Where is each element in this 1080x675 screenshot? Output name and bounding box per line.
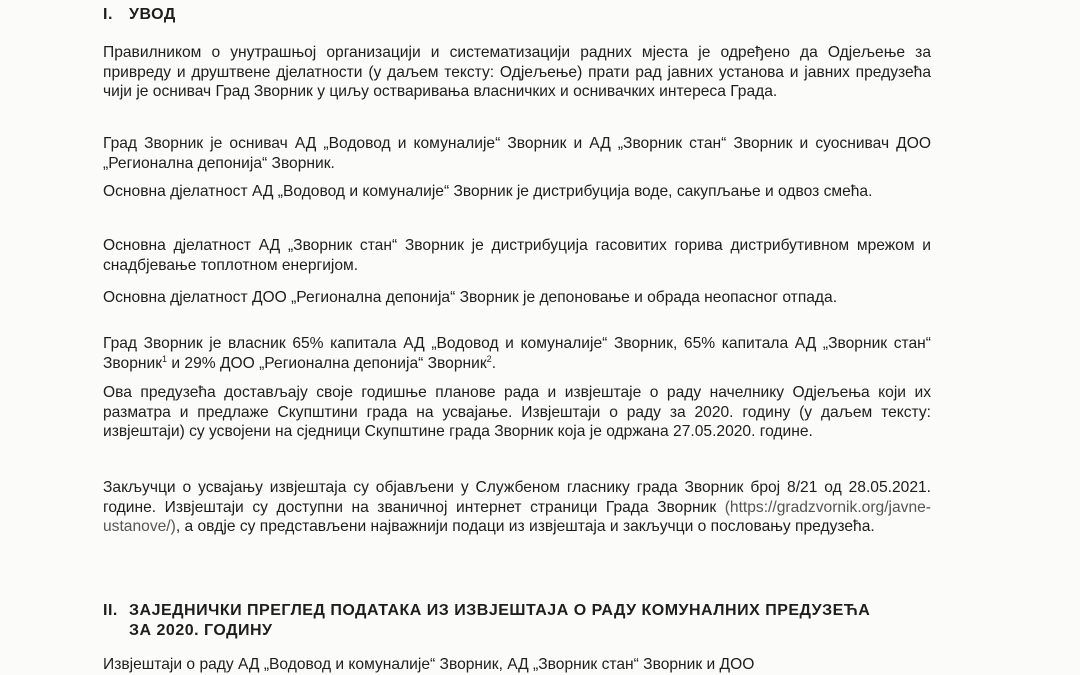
footnote-ref-2: 2 [486, 353, 492, 364]
paragraph-section-2-start: Извјештаји о раду АД „Водовод и комуналије“ Зворник, АД „Зворник стан“ Зворник и ДОО [103, 656, 755, 673]
paragraph-zvornik-stan-activity: Основна дјелатност АД „Зворник стан“ Зворник је дистрибуција гасовитих горива дистрибутивном мрежом и снадбјевање топлотном енергијом. [103, 237, 931, 274]
section-1-title: УВОД [129, 6, 176, 23]
conclusions-text-1: Закључци о усвајању извјештаја су објављени у Службеном гласнику града Зворник број 8/21 од 28.05.2021. године. Извјештаји су доступни на званичној интернет страници Града Зворник [103, 479, 931, 516]
paragraph-ownership [103, 334, 931, 373]
section-1-number: I. [103, 6, 113, 23]
section-2-number: II. [103, 602, 118, 619]
ownership-text-2: и 29% ДОО „Регионална депонија“ Зворник [167, 354, 487, 372]
website-url: (https://gradzvornik.org/javne-ustanove/) [103, 498, 931, 535]
section-2-title-line-1: ЗАЈЕДНИЧКИ ПРЕГЛЕД ПОДАТАКА ИЗ ИЗВЈЕШТАЈА О РАДУ КОМУНАЛНИХ ПРЕДУЗЕЋА [129, 602, 871, 619]
paragraph-intro: Правилником о унутрашњој организацији и систематизацији радних мјеста је одређено да Одјељење за привреду и друштвене дјелатности (у даљем тексту: Одјељење) прати рад јавних установа и јавних предузећа чији је оснивач Град Зворник у циљу остваривања власничких и оснивачких интереса Града. [103, 44, 931, 100]
section-1-heading [103, 6, 176, 24]
paragraph-deponija-activity: Основна дјелатност ДОО „Регионална депонија“ Зворник је депоновање и обрада неопасног отпада. [103, 289, 838, 306]
paragraph-vodovod-activity: Основна дјелатност АД „Водовод и комуналије“ Зворник је дистрибуција воде, сакупљање и одвоз смећа. [103, 183, 873, 200]
section-2-heading [103, 602, 870, 620]
footnote-ref-1: 1 [162, 353, 168, 364]
ownership-text-1: Град Зворник је власник 65% капитала АД „Водовод и комуналије“ Зворник, 65% капитала АД „Зворник стан“ Зворник [103, 335, 931, 372]
paragraph-reports: Ова предузећа достављају своје годишње планове рада и извјештаје о раду начелнику Одјељења који их разматра и предлаже Скупштини града на усвајање. Извјештаји о раду за 2020. годину (у даљем тексту: извјештаји) су усвојени на сједници Скупштине града Зворник која је одржана 27.05.2020. године. [103, 384, 931, 440]
conclusions-text-2: , а овдје су представљени најважнији подаци из извјештаја и закључци о пословању предузећа. [175, 518, 875, 535]
ownership-text-3: . [491, 354, 497, 372]
section-2-title-line-2: ЗА 2020. ГОДИНУ [129, 622, 273, 639]
paragraph-founder: Град Зворник је оснивач АД „Водовод и комуналије“ Зворник и АД „Зворник стан“ Зворник и суоснивач ДОО „Регионална депонија“ Зворник. [103, 135, 931, 172]
paragraph-conclusions [103, 478, 931, 537]
